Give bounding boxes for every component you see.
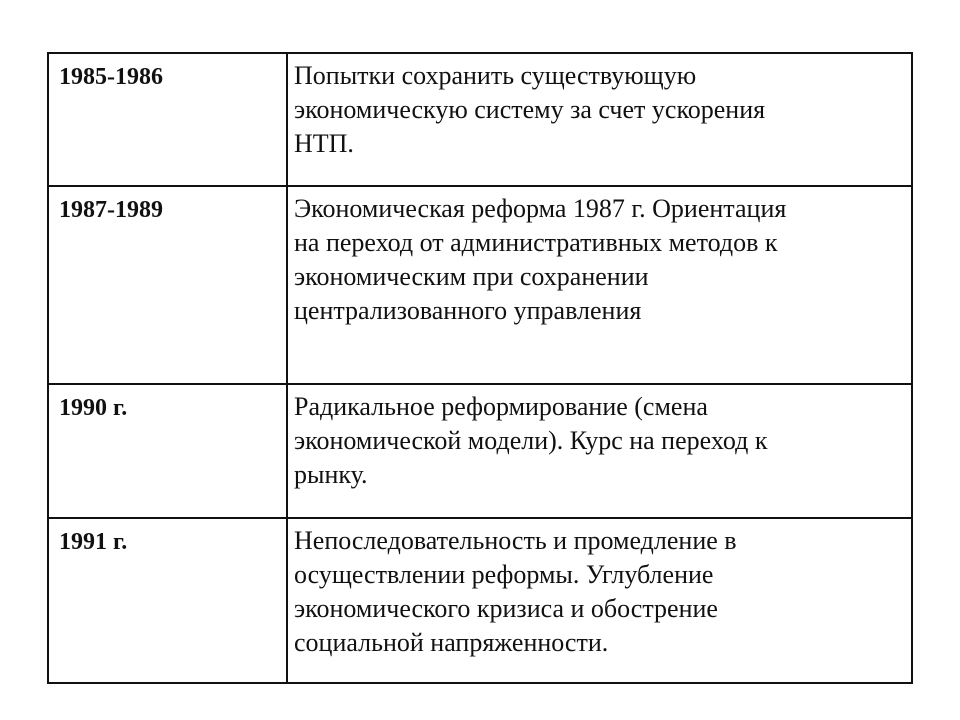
table-row — [48, 186, 912, 384]
period-description: Радикальное реформирование (смена экономической модели). Курс на переход к рынку. — [294, 392, 768, 489]
period-cell — [48, 53, 287, 186]
period-description: Непоследовательность и промедление в осуществлении реформы. Углубление экономического кризиса и обострение социальной напряженности. — [294, 526, 737, 657]
reform-periods-table — [47, 52, 913, 684]
period-cell — [48, 518, 287, 683]
period-cell — [48, 384, 287, 518]
period-description: Экономическая реформа 1987 г. Ориентация на переход от административных методов к экономическим при сохранении централизованного управления — [294, 194, 787, 325]
description-cell — [287, 53, 912, 186]
table-row — [48, 518, 912, 683]
table-row — [48, 53, 912, 186]
period-label: 1987-1989 — [59, 197, 163, 223]
period-label: 1985-1986 — [59, 64, 163, 90]
description-cell — [287, 186, 912, 384]
description-cell — [287, 518, 912, 683]
period-label: 1990 г. — [59, 395, 128, 421]
period-label: 1991 г. — [59, 529, 128, 555]
period-description: Попытки сохранить существующую экономическую систему за счет ускорения НТП. — [294, 61, 766, 158]
table-row — [48, 384, 912, 518]
period-cell — [48, 186, 287, 384]
description-cell — [287, 384, 912, 518]
